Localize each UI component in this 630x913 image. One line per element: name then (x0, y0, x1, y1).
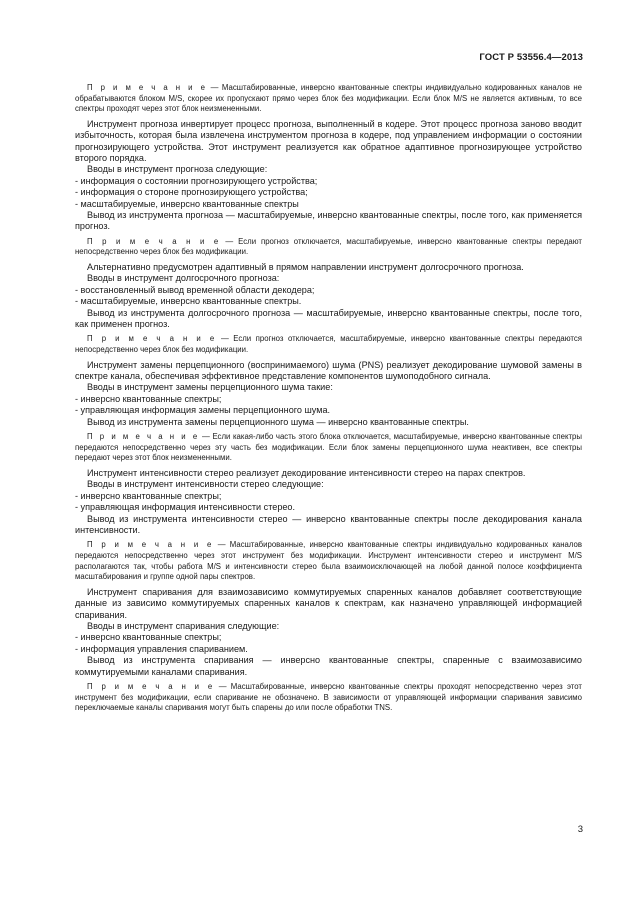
note-paragraph (75, 540, 582, 582)
list-item: - инверсно квантованные спектры; (75, 632, 222, 643)
note-text: — Если какая-либо часть этого блока отключается, масштабируемые, инверсно квантованные спектры передаются непосредственно через эту часть без модификации. Если блок замены перцепционного шума неактивен, все спектры передают через этот блок неизмененными. (75, 432, 582, 463)
note-paragraph (75, 83, 582, 115)
note-text: — Масштабированные, инверсно квантованные спектры индивидуально кодированных каналов передаются непосредственно через этот инструмент без модификации. Инструмент интенсивности стерео и инструмент M/S располагаются так, чтобы работа M/S и интенсивности стерео была взаимоисключающей на любой данной полосе коэффициента масштабирования и группе одной пары спектров. (75, 540, 582, 582)
list-item: - информация о состоянии прогнозирующего устройства; (75, 175, 318, 186)
list-item: - управляющая информация интенсивности стерео. (75, 502, 296, 513)
note-text: — Масштабированные, инверсно квантованные спектры проходят непосредственно через этот инструмент без модификации, если спаривание не обозначено. В зависимости от управляющей информации спаривания зависимо переключаемые каналы спаривания могут быть спарены до или после обработки TNS. (75, 681, 582, 713)
note-label: П р и м е ч а н и е (87, 432, 200, 442)
note-paragraph (75, 237, 582, 258)
body-paragraph: Инструмент спаривания для взаимозависимо коммутируемых спаренных каналов добавляет соответствующие данные из зависимо коммутируемых спаренных каналов к спектрам, как назначено управляющей информацией спаривания. (75, 586, 582, 620)
document-body (75, 79, 582, 718)
note-label: П р и м е ч а н и е (87, 236, 221, 246)
body-paragraph: Вводы в инструмент спаривания следующие: (87, 620, 280, 631)
list-item: - инверсно квантованные спектры; (75, 490, 222, 501)
list-item: - управляющая информация замены перцепционного шума. (75, 405, 331, 416)
body-paragraph: Инструмент прогноза инвертирует процесс прогноза, выполненный в кодере. Этот процесс прогноза заново вводит избыточность, которая была извлечена инструментом прогноза в кодере, под управлением информации о состоянии прогнозирующего устройства. Этот инструмент реализуется как обратное адаптивное прогнозирующее устройство второго порядка. (75, 118, 582, 163)
body-paragraph: Инструмент замены перцепционного (воспринимаемого) шума (PNS) реализует декодирование шумовой замены в спектре канала, обеспечивая эффективное представление компонентов шумоподобного сигнала. (75, 359, 582, 382)
list-item: - информация о стороне прогнозирующего устройства; (75, 187, 308, 198)
list-item: - масштабируемые, инверсно квантованные спектры (75, 198, 299, 209)
note-text: — Если прогноз отключается, масштабируемые, инверсно квантованные спектры передаются непосредственно через блок без модификации. (75, 334, 582, 355)
list-item: - инверсно квантованные спектры; (75, 393, 222, 404)
body-paragraph: Вводы в инструмент интенсивности стерео следующие: (87, 479, 324, 490)
list-item: - масштабируемые, инверсно квантованные спектры. (75, 296, 302, 307)
note-text: — Масштабированные, инверсно квантованные спектры индивидуально кодированных каналов не обрабатываются блоком M/S, скорее их пропускают прямо через блок без модификации. Если блок M/S не является активным, то все спектры проходят через этот блок неизмененными. (75, 83, 582, 114)
note-paragraph (75, 334, 582, 355)
page-number: 3 (577, 824, 583, 835)
body-paragraph: Вводы в инструмент замены перцепционного шума такие: (87, 382, 333, 393)
body-paragraph: Вводы в инструмент долгосрочного прогноза: (87, 273, 280, 284)
list-item: - информация управления спариванием. (75, 643, 248, 654)
body-paragraph: Вывод из инструмента прогноза — масштабируемые, инверсно квантованные спектры, после того, как применяется прогноз. (75, 210, 582, 232)
body-paragraph: Вывод из инструмента долгосрочного прогноза — масштабируемые, инверсно квантованные спектры, после того, как применен прогноз. (75, 307, 582, 330)
body-paragraph: Вывод из инструмента интенсивности стерео — инверсно квантованные спектры после декодирования канала интенсивности. (75, 513, 582, 535)
note-label: П р и м е ч а н и е (87, 83, 208, 92)
body-paragraph: Вводы в инструмент прогноза следующие: (87, 164, 268, 175)
body-paragraph: Инструмент интенсивности стерео реализует декодирование интенсивности стерео на парах спектров. (87, 467, 526, 478)
note-label: П р и м е ч а н и е (87, 334, 217, 344)
note-label: П р и м е ч а н и е (87, 540, 214, 550)
document-header: ГОСТ Р 53556.4—2013 (479, 52, 583, 63)
note-paragraph (75, 432, 582, 464)
note-text: — Если прогноз отключается, масштабируемые, инверсно квантованные спектры передают непосредственно через блок без модификации. (75, 236, 582, 257)
body-paragraph: Вывод из инструмента замены перцепционного шума — инверсно квантованные спектры. (87, 416, 469, 427)
body-paragraph: Альтернативно предусмотрен адаптивный в прямом направлении инструмент долгосрочного прогноза. (87, 262, 524, 273)
body-paragraph: Вывод из инструмента спаривания — инверсно квантованные спектры, спаренные с взаимозависимо коммутируемыми каналами спаривания. (75, 655, 582, 677)
note-label: П р и м е ч а н и е (87, 681, 215, 691)
list-item: - восстановленный вывод временной области декодера; (75, 284, 315, 295)
note-paragraph (75, 682, 582, 714)
